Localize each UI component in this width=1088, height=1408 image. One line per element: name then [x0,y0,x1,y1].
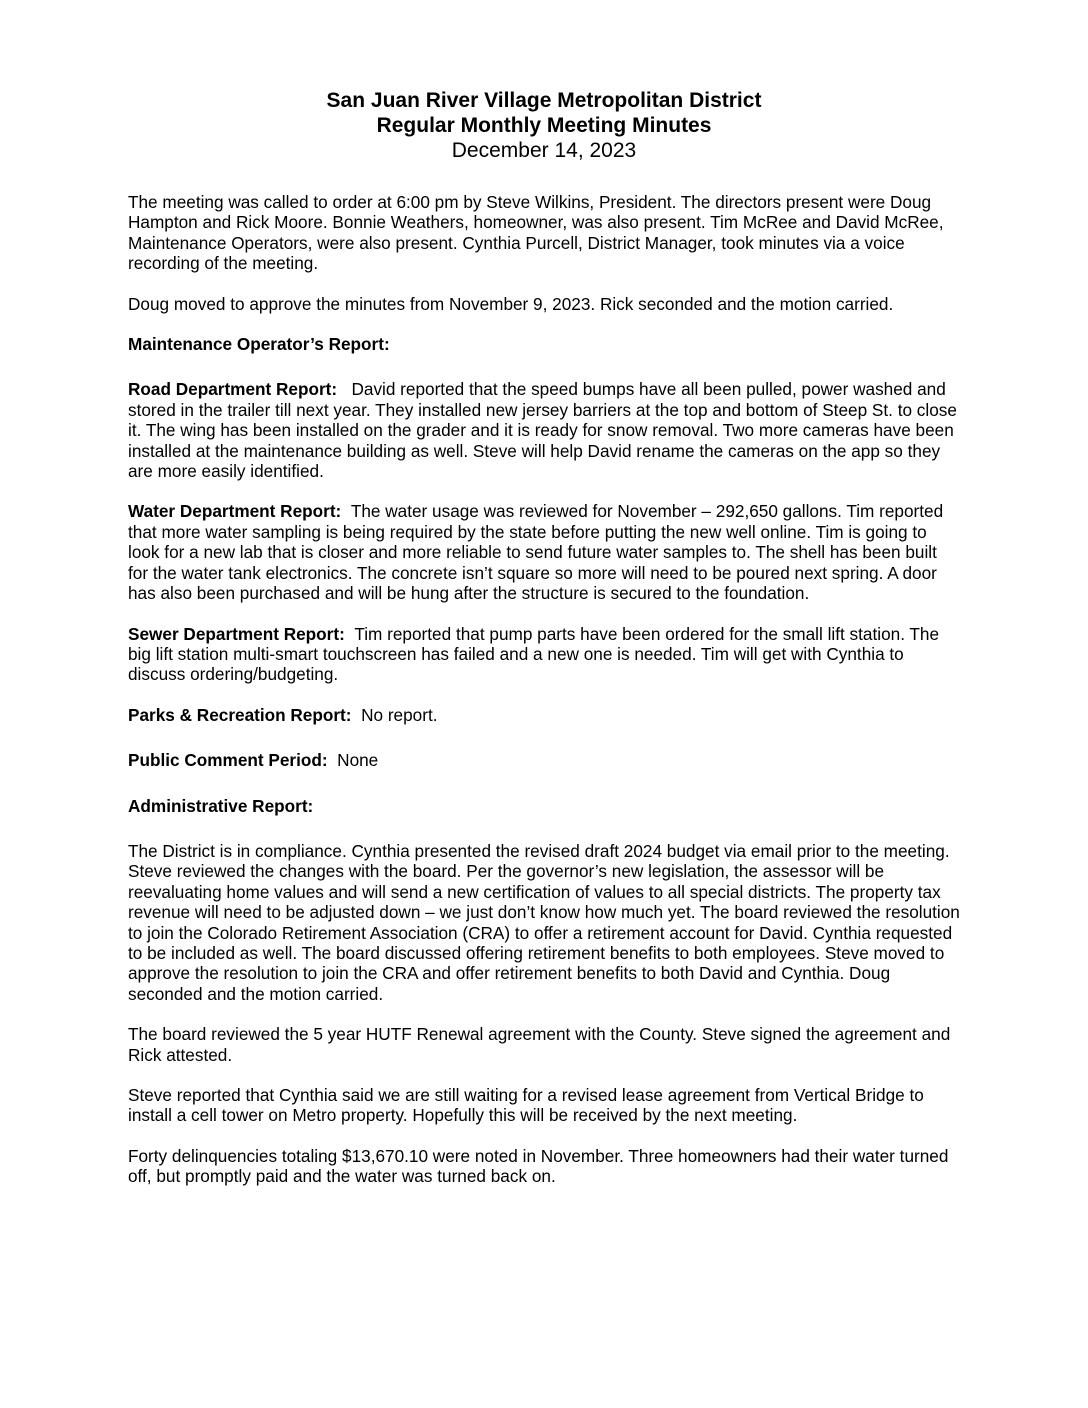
sewer-report-label: Sewer Department Report: [128,623,345,644]
parks-report-text: No report. [361,704,438,725]
sewer-report-text: Tim reported that pump parts have been ordered for the small lift station. The big lift station multi-smart touchscreen has failed and a new one is needed. Tim will get with Cynthia to discuss ordering/budgeting. [128,623,940,685]
administrative-heading: Administrative Report: [128,795,314,816]
document-title: Regular Monthly Meeting Minutes [376,114,712,137]
road-report-text: David reported that the speed bumps have all been pulled, power washed and stored in the trailer till next year. They installed new jersey barriers at the top and bottom of Steep St. to close it. The wing has been installed on the grader and it is ready for snow removal. Two more cameras have been installed at the maintenance building as well. Steve will help David rename the cameras on the app so they are more easily identified. [128,379,957,482]
cell-tower-paragraph: Steve reported that Cynthia said we are still waiting for a revised lease agreement from Vertical Bridge to install a cell tower on Metro property. Hopefully this will be received by the next meeting. [128,1085,924,1126]
parks-report-label: Parks & Recreation Report: [128,704,352,725]
district-title: San Juan River Village Metropolitan District [326,89,762,112]
compliance-paragraph: The District is in compliance. Cynthia presented the revised draft 2024 budget via email prior to the meeting. Steve reviewed the changes with the board. Per the governor’s new legislation, the assessor will be reevaluating home values and will send a new certification of values to all special districts. The property tax revenue will need to be adjusted down – we just don’t know how much yet. The board reviewed the resolution to join the Colorado Retirement Association (CRA) to offer a retirement account for David. Cynthia requested to be included as well. The board discussed offering retirement benefits to both employees. Steve moved to approve the resolution to join the CRA and offer retirement benefits to both David and Cynthia. Doug seconded and the motion carried. [128,840,960,1004]
meeting-date: December 14, 2023 [451,139,637,162]
delinquencies-paragraph: Forty delinquencies totaling $13,670.10 were noted in November. Three homeowners had their water turned off, but promptly paid and the water was turned back on. [128,1145,949,1187]
road-report-label: Road Department Report: [128,379,338,400]
parks-report-paragraph [128,705,960,725]
water-report-text: The water usage was reviewed for November – 292,650 gallons. Tim reported that more water sampling is being required by the state before putting the new well online. Tim is going to look for a new lab that is closer and more reliable to send future water samples to. The shell has been built for the water tank electronics. The concrete isn’t square so more will need to be poured next spring. A door has also been purchased and will be hung after the structure is secured to the foundation. [128,501,944,604]
call-to-order-paragraph: The meeting was called to order at 6:00 pm by Steve Wilkins, President. The directors present were Doug Hampton and Rick Moore. Bonnie Weathers, homeowner, was also present. Tim McRee and David McRee, Maintenance Operators, were also present. Cynthia Purcell, District Manager, took minutes via a voice recording of the meeting. [128,192,944,274]
public-comment-text: None [337,750,379,771]
minutes-approval-paragraph: Doug moved to approve the minutes from November 9, 2023. Rick seconded and the motion carried. [128,293,894,314]
maintenance-heading: Maintenance Operator’s Report: [128,334,390,355]
road-report-paragraph [128,379,960,481]
sewer-report-paragraph [128,624,960,685]
public-comment-paragraph [128,750,960,770]
public-comment-label: Public Comment Period: [128,750,328,771]
document-header [128,88,960,163]
hutf-paragraph: The board reviewed the 5 year HUTF Renewal agreement with the County. Steve signed the agreement and Rick attested. [128,1024,951,1065]
water-report-label: Water Department Report: [128,501,342,522]
water-report-paragraph [128,501,960,603]
